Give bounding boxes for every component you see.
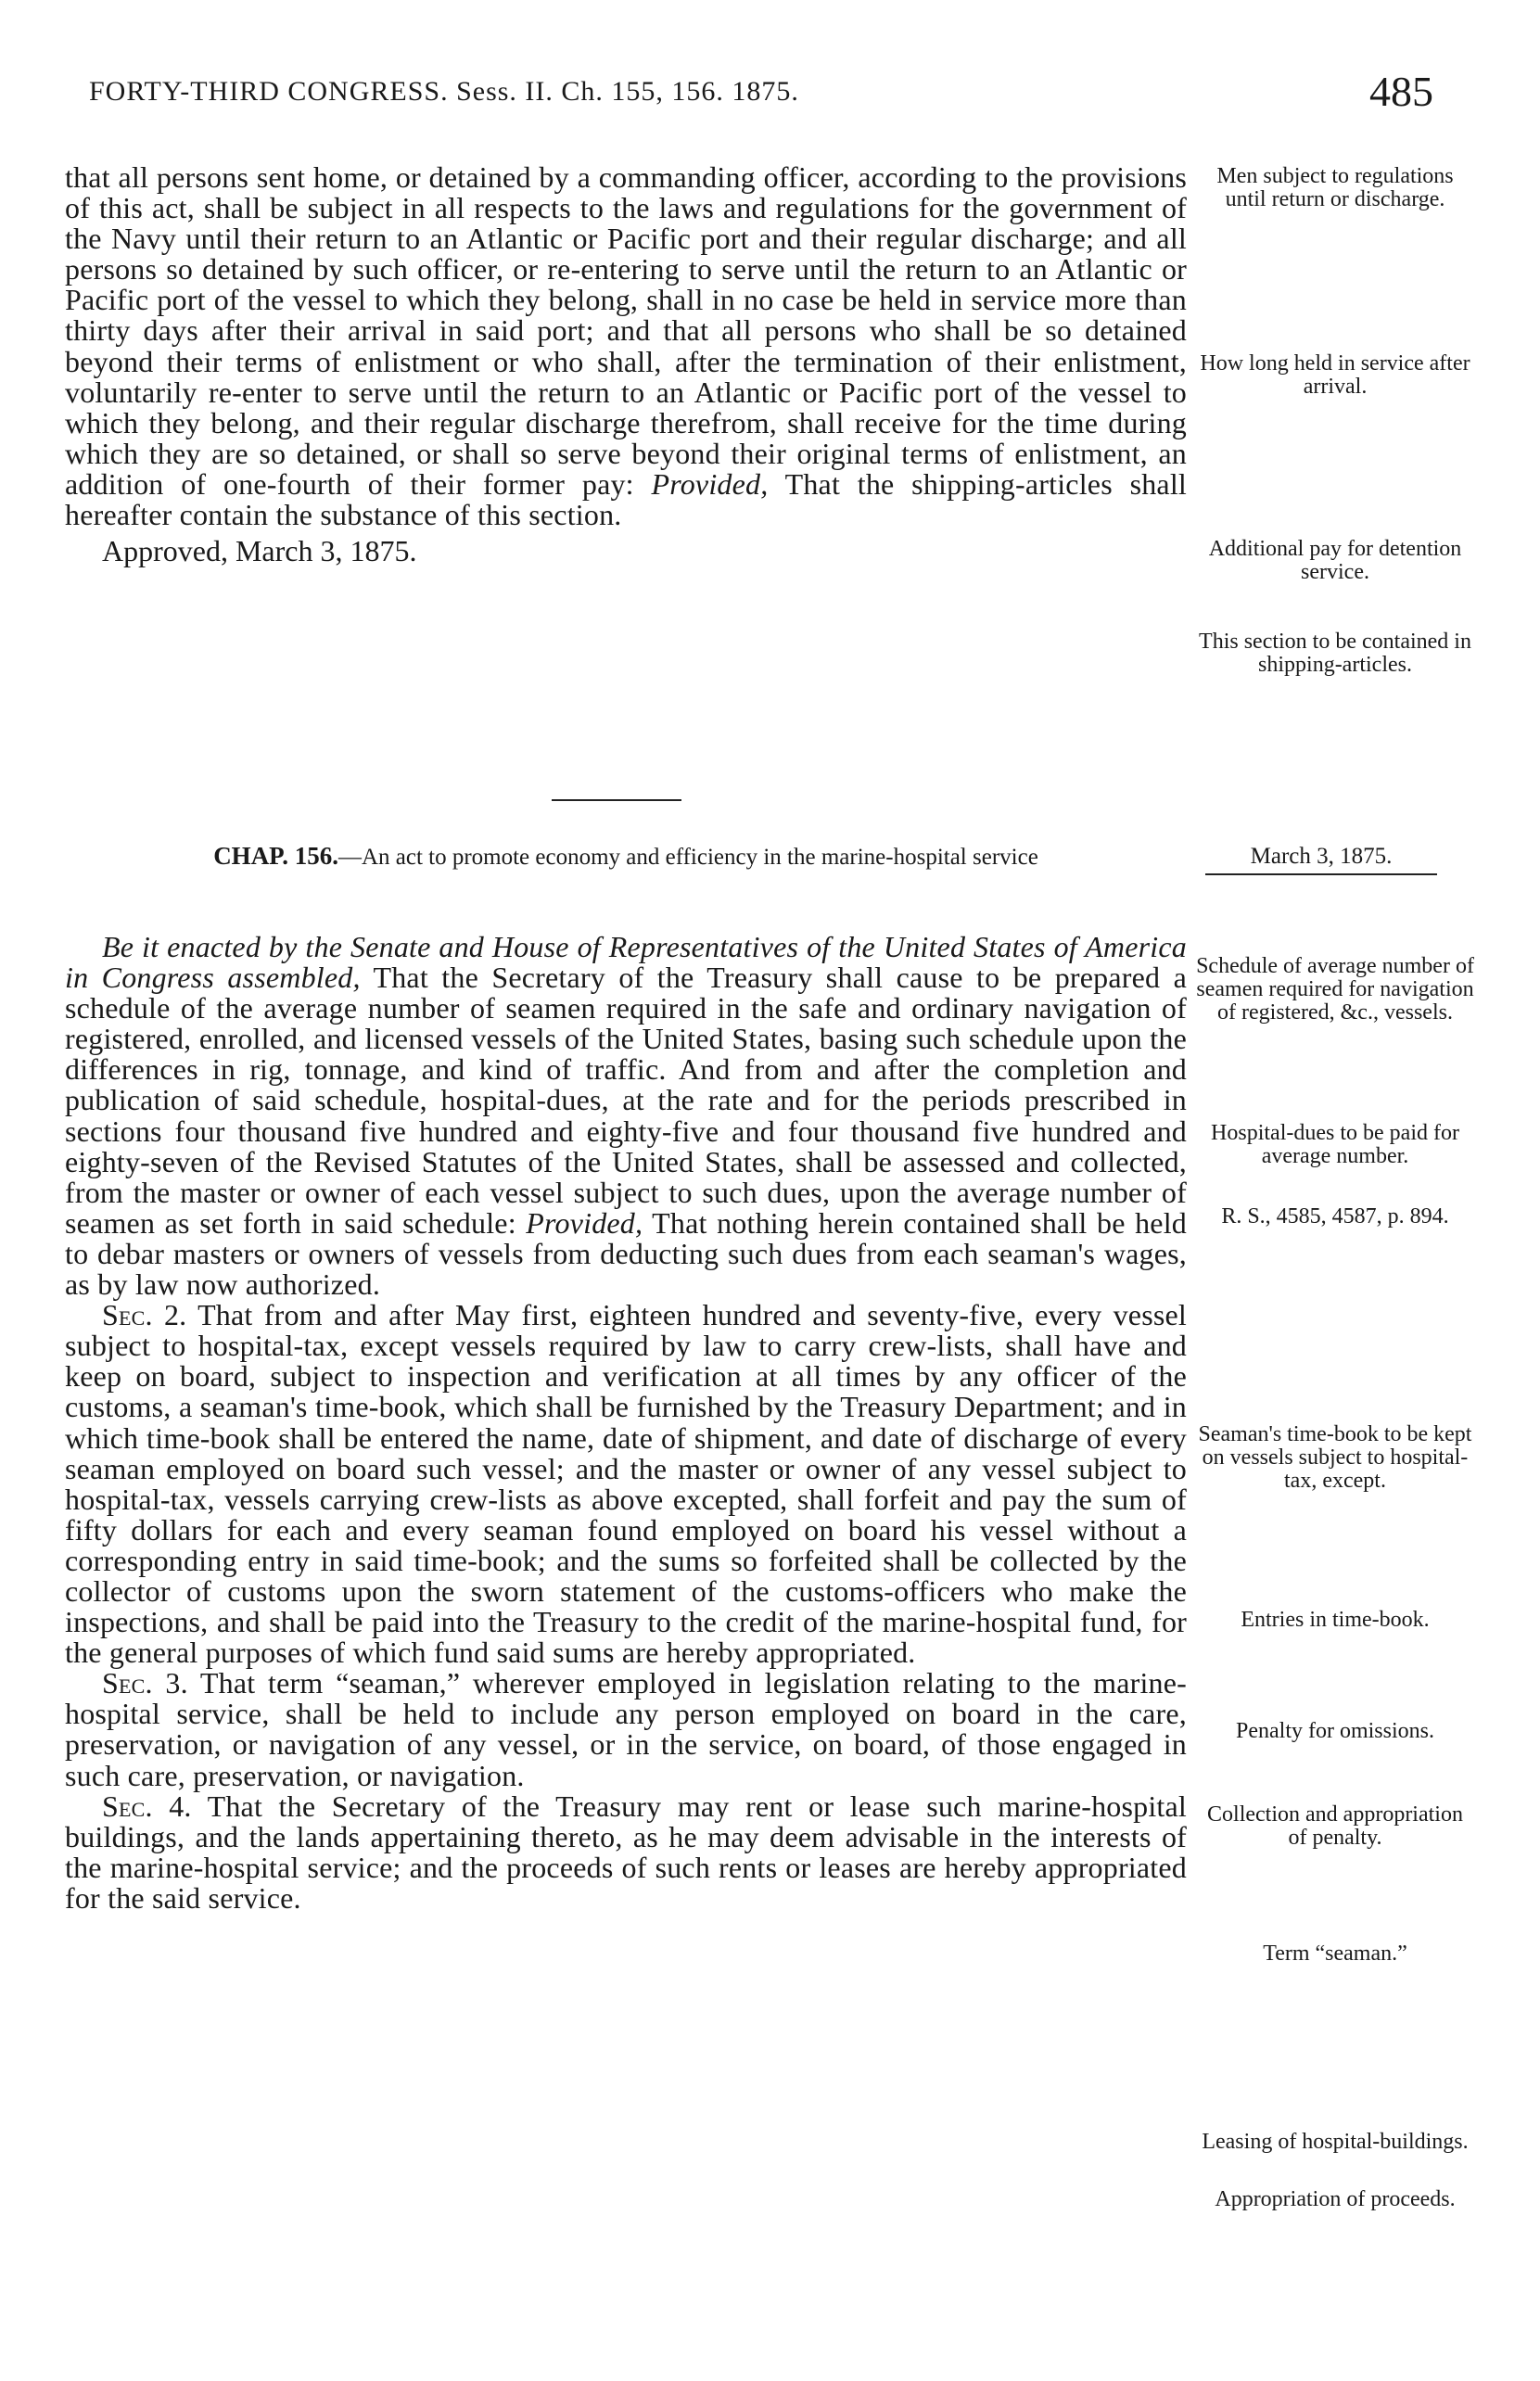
section-divider [552,799,681,801]
margin-note: Leasing of hospital-buildings. [1202,2130,1469,2154]
margin-note: R. S., 4585, 4587, p. 894. [1221,1204,1449,1229]
enacting-clause: Be it enacted by the Senate and House of Representatives of the United States of America in Congress assembled, [65,930,1187,995]
section-4-label: Sec. 4. [102,1789,192,1823]
chapter-title: —An act to promote economy and efficiency in the marine-hospital service [337,845,1038,870]
chapter-155-text: that all persons sent home, or detained by a commanding officer, according to the provisions of this act, shall be subject in all respects to the laws and regulations for the government of the Navy until their return to an Atlantic or Pacific port and their regular discharge; and all persons so detained by such officer, or re-entering to serve until the return to an Atlantic or Pacific port of the vessel to which they belong, shall in no case be held in service more than thirty days after their arrival in said port; and that all persons who shall be so detained beyond their terms of enlistment or who shall, after the termination of their enlistment, voluntarily re-enter to serve until the return to an Atlantic or Pacific port of the vessel to which they belong, and their regular discharge therefrom, shall receive for the time during which they are so detained, or shall so serve beyond their original terms of enlistment, an addition of one-fourth of their former pay: [65,160,1187,501]
margin-note: Entries in time-book. [1241,1608,1430,1632]
page-number: 485 [1369,68,1433,115]
margin-note: Seaman's time-book to be kept on vessels subject to hospital-tax, except. [1198,1422,1472,1493]
margin-note: This section to be contained in shipping-articles. [1199,630,1471,677]
section-4-text: That the Secretary of the Treasury may rent or lease such marine-hospital buildings, and the lands appertaining thereto, as he may deem advisable in the interests of the marine-hospital service; and the proceeds of such rents or leases are hereby appropriated for the said service. [65,1789,1187,1915]
proviso-word: Provided, [651,466,769,501]
margin-note: Men subject to regulations until return or discharge. [1216,164,1454,211]
chapter-156-heading [65,844,1187,870]
section-3-text: That term “seaman,” wherever employed in legislation relating to the marine-hospital service, shall be held to include any person employed on board in the care, preservation, or navigation of any vessel, or in the service, on board, of those engaged in such care, preservation, or navigation. [65,1666,1188,1792]
page-header [89,67,1433,122]
chapter-155-conclusion [65,162,1187,567]
margin-note: Hospital-dues to be paid for average number. [1211,1121,1459,1168]
section-1-tail: That nothing herein contained shall be held to debar masters or owners of vessels from deducting such dues from each seaman's wages, as by law now authorized. [65,1205,1187,1302]
section-3-label: Sec. 3. [102,1666,188,1700]
margin-note: How long held in service after arrival. [1200,351,1470,399]
section-2 [65,1300,1187,1668]
section-2-text: That from and after May first, eighteen hundred and seventy-five, every vessel subject to hospital-tax, except vessels required by law to carry crew-lists, shall have and keep on board, subject to inspection and verification at all times by any officer of the customs, a seaman's time-book, which shall be furnished by the Treasury Department; and in which time-book shall be entered the name, date of shipment, and date of discharge of every seaman employed on board such vessel; and the master or owner of any vessel subject to hospital-tax, vessels carrying crew-lists as above excepted, shall forfeit and pay the sum of fifty dollars for each and every seaman found employed on board his vessel without a corresponding entry in said time-book; and the sums so forfeited shall be collected by the collector of customs upon the sworn statement of the customs-officers who make the inspections, and shall be paid into the Treasury to the credit of the marine-hospital fund, for the general purposes of which fund said sums are hereby appropriated. [65,1298,1188,1670]
proviso-word: Provided, [526,1205,643,1240]
chapter-label: CHAP. 156. [213,842,338,870]
section-3 [65,1668,1187,1790]
section-4 [65,1791,1187,1914]
approved-date: Approved, March 3, 1875. [102,534,417,568]
section-1 [65,932,1187,1300]
margin-note: Penalty for omissions. [1236,1719,1434,1743]
margin-note: Appropriation of proceeds. [1215,2187,1456,2211]
chapter-155-paragraph [65,162,1187,530]
margin-note: Additional pay for detention service. [1208,537,1462,584]
chapter-156-date: March 3, 1875. [1205,844,1437,875]
margin-note: Collection and appropriation of penalty. [1207,1802,1463,1850]
running-head: FORTY-THIRD CONGRESS. Sess. II. Ch. 155, 156. 1875. [89,76,799,107]
chapter-156-body [65,932,1187,1914]
section-1-text: That the Secretary of the Treasury shall cause to be prepared a schedule of the average number of seamen required in the safe and ordinary navigation of registered, enrolled, and licensed vessels of the United States, basing such schedule upon the differences in rig, tonnage, and kind of traffic. And from and after the completion and publication of said schedule, hospital-dues, at the rate and for the periods prescribed in sections four thousand five hundred and eighty-five and four thousand five hundred and eighty-seven of the Revised Statutes of the United States, shall be assessed and collected, from the master or owner of each vessel subject to such dues, upon the average number of seamen as set forth in said schedule: [65,961,1187,1240]
section-2-label: Sec. 2. [102,1298,187,1332]
margin-note: Schedule of average number of seamen required for navigation of registered, &c., vessels. [1196,954,1474,1025]
margin-note: Term “seaman.” [1263,1942,1407,1966]
chapter-155-tail: That the shipping-articles shall hereafter contain the substance of this section. [65,466,1188,532]
